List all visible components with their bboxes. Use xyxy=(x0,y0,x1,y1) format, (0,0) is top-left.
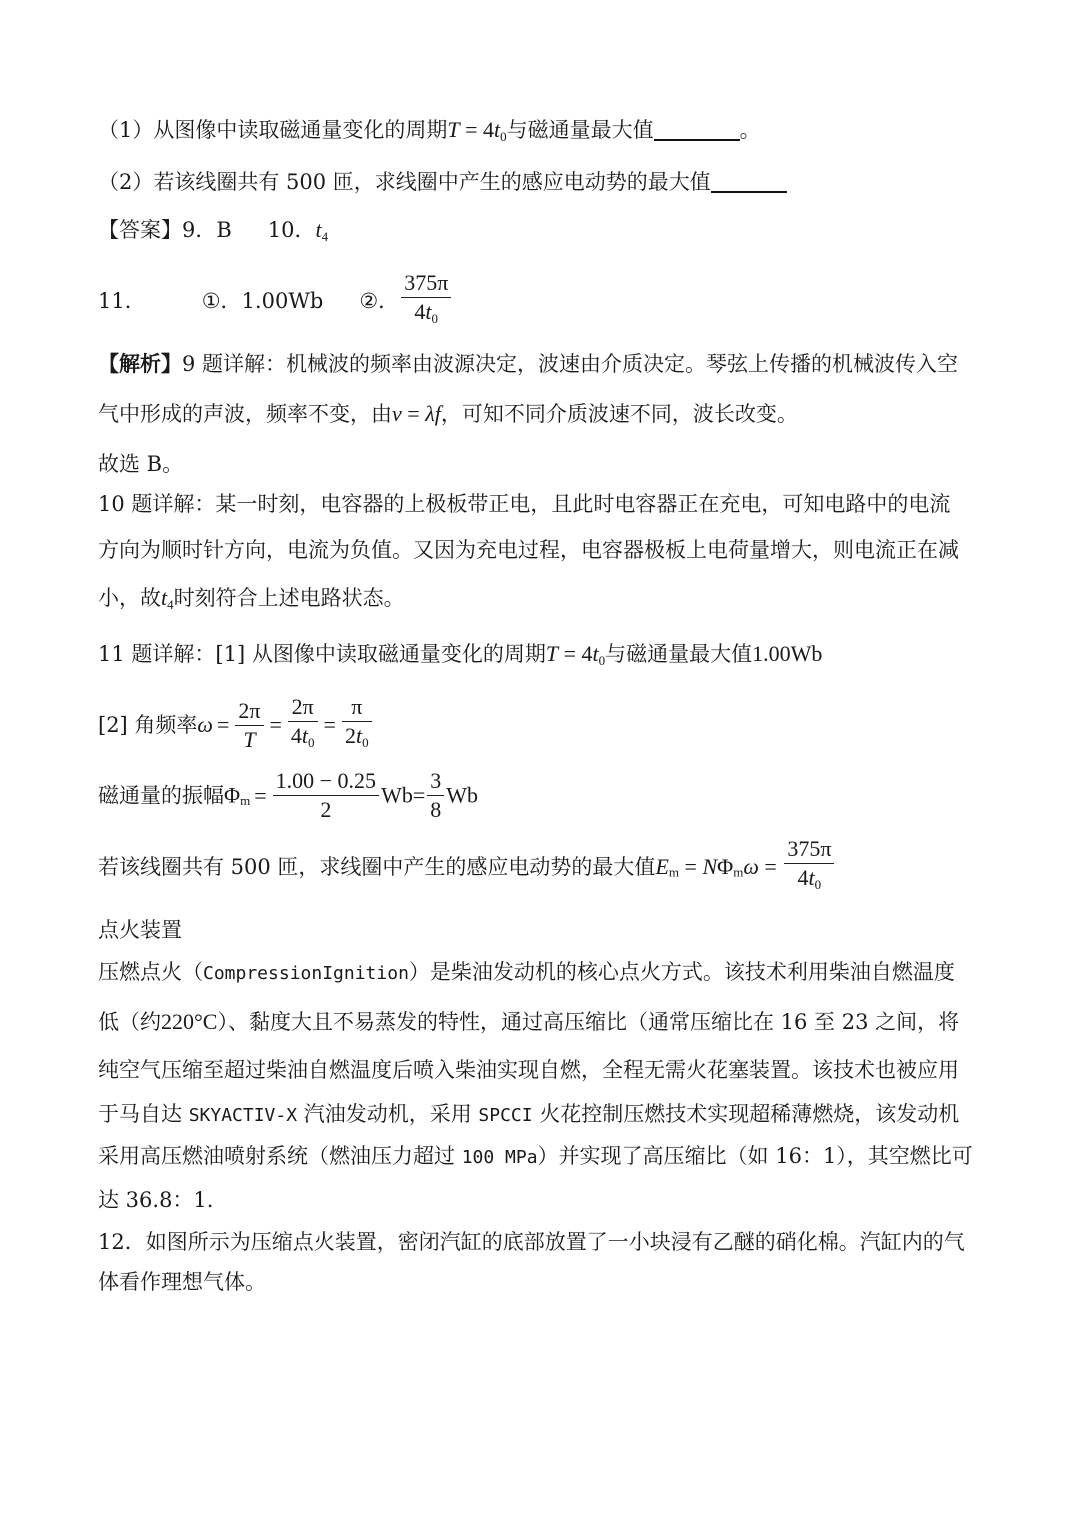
section-paragraph-line-6: 达 36.8：1. xyxy=(98,1188,214,1212)
fraction: $\frac{2\pi}{4t_0}$ xyxy=(288,694,318,756)
analysis-label: 【解析】 xyxy=(98,351,182,376)
question-12-line-1: 12．如图所示为压缩点火装置，密闭汽缸的底部放置了一小块浸有乙醚的硝化棉。汽缸内的气 xyxy=(98,1230,965,1254)
analysis-line-5: 方向为顺时针方向，电流为负值。又因为充电过程，电容器极板上电荷量增大，则电流正在减 xyxy=(98,538,959,562)
section-paragraph-line-4: 于马自达 SKYACTIV-X 汽油发动机，采用 SPCCI 火花控制压燃技术实现超稀薄燃烧，该发动机 xyxy=(98,1102,960,1126)
analysis-text: 9 题详解：机械波的频率由波源决定，波速由介质决定。琴弦上传播的机械波传入空 xyxy=(182,352,959,376)
question-text: 与磁通量最大值 xyxy=(506,118,654,142)
answer-blank xyxy=(711,169,787,193)
math-subscript: 4 xyxy=(321,229,329,244)
answer-11-line xyxy=(98,270,453,332)
question-text: （2）若该线圈共有 500 匝，求线圈中产生的感应电动势的最大值 xyxy=(98,170,711,194)
fraction-numerator: 375π xyxy=(401,270,451,298)
section-paragraph-line-1: 压燃点火（CompressionIgnition）是柴油发动机的核心点火方式。该技术利用柴油自燃温度 xyxy=(98,960,955,984)
math-t: t xyxy=(494,117,501,142)
question-part-2 xyxy=(98,168,787,196)
fraction: $\frac{3}{8}$ xyxy=(427,768,444,823)
fraction: $\frac{2\pi}{T}$ xyxy=(235,698,263,753)
analysis-line-3: 故选 B。 xyxy=(98,452,184,476)
section-title: 点火装置 xyxy=(98,918,182,942)
analysis-line-8: [2] 角频率ω = $\frac{2\pi}{T}$ = $\frac{2\pi}{4t_0}$ = $\frac{\pi}{2t_0}$ xyxy=(98,694,374,756)
fraction: $\frac{\pi}{2t_0}$ xyxy=(342,694,372,756)
analysis-line-7: 11 题详解：[1] 从图像中读取磁通量变化的周期$T = 4t_0$与磁通量最大值1.00Wb xyxy=(98,641,823,668)
answer-11-number: 11． xyxy=(98,289,146,313)
analysis-line-1 xyxy=(98,350,958,378)
analysis-line-2: 气中形成的声波，频率不变，由v = λf，可知不同介质波速不同，波长改变。 xyxy=(98,401,798,426)
analysis-line-4: 10 题详解：某一时刻，电容器的上极板带正电，且此时电容器正在充电，可知电路中的电流 xyxy=(98,492,951,516)
section-paragraph-line-3: 纯空气压缩至超过柴油自燃温度后喷入柴油实现自燃，全程无需火花塞装置。该技术也被应用 xyxy=(98,1058,959,1082)
analysis-line-10: 若该线圈共有 500 匝，求线圈中产生的感应电动势的最大值$E_m = N\Phi_m\omega$ = $\frac{375\pi}{4t_0}$ xyxy=(98,836,836,898)
answer-11-choice-1: ①．1.00Wb xyxy=(201,289,324,313)
analysis-line-9: 磁通量的振幅$\Phi_m$ = $\frac{1.00 - 0.25}{2}$ Wb= $\frac{3}{8}$ Wb xyxy=(98,768,478,822)
answer-11-choice-2: ②． xyxy=(359,289,400,313)
punct: 。 xyxy=(739,118,761,142)
section-paragraph-line-2: 低（约220°C）、黏度大且不易蒸发的特性，通过高压缩比（通常压缩比在 16 至 23 之间，将 xyxy=(98,1009,960,1034)
fraction: $\frac{375\pi}{4t_0}$ xyxy=(784,836,834,898)
fraction-denominator: $4t_0$ xyxy=(414,299,439,326)
fraction xyxy=(401,270,451,332)
answer-blank xyxy=(654,117,740,141)
math-T: T xyxy=(447,117,460,142)
analysis-line-6: 小，故$t_4$时刻符合上述电路状态。 xyxy=(98,585,405,612)
math-t: t xyxy=(315,217,322,242)
math-eq: = 4 xyxy=(459,117,495,142)
answer-9: 9．B xyxy=(182,218,232,242)
fraction: $\frac{1.00 - 0.25}{2}$ xyxy=(273,768,379,823)
question-12-line-2: 体看作理想气体。 xyxy=(98,1270,266,1294)
question-text: （1）从图像中读取磁通量变化的周期 xyxy=(98,118,448,142)
answer-10: 10． xyxy=(267,218,316,242)
answer-label: 【答案】 xyxy=(98,218,182,242)
question-part-1 xyxy=(98,116,761,151)
math-subscript: 0 xyxy=(500,129,507,144)
answer-line xyxy=(98,216,328,251)
section-paragraph-line-5: 采用高压燃油喷射系统（燃油压力超过 100 MPa）并实现了高压缩比（如 16：1），其空燃比可 xyxy=(98,1144,973,1168)
